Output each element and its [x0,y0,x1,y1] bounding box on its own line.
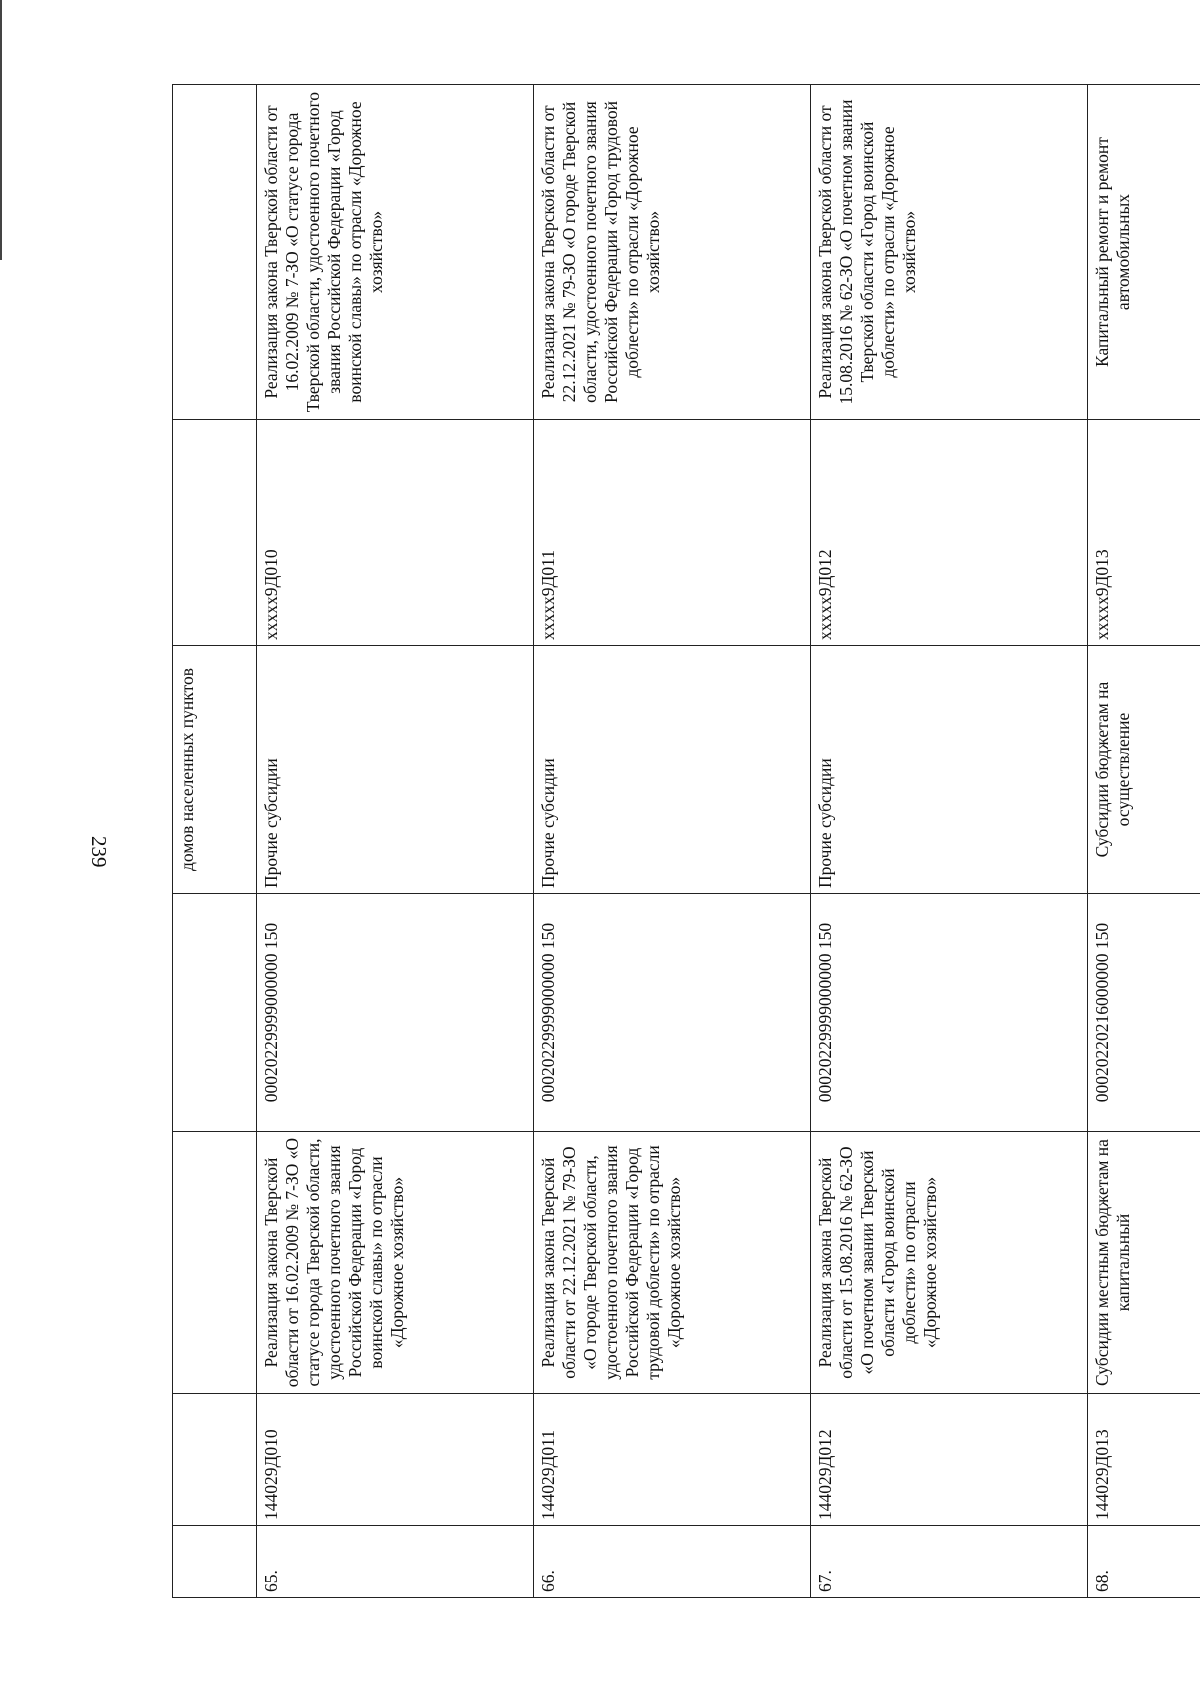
cell-num: 68. [1088,1526,1200,1598]
table-row [257,85,534,1598]
cell-target-code: xxxxx9Д013 [1088,420,1200,646]
cell-code: 144029Д011 [534,1394,811,1526]
cell-name: Субсидии местным бюджетам на капитальный [1088,1132,1200,1394]
table-row [1088,85,1200,1598]
rotated-table-container [172,85,1133,1598]
cell-income-name: Субсидии бюджетам на осуществление [1088,646,1200,894]
cell-target-code: xxxxx9Д010 [257,420,534,646]
subsidies-table [172,84,1200,1598]
cell-income-code: 00020220216000000 150 [1088,894,1200,1132]
cell-target-name: Реализация закона Тверской области от 15.08.2016 № 62-ЗО «О почетном звании Тверской области «Город воинской доблести» по отрасли «Дорожное хозяйство» [811,85,1088,420]
table-row-continuation [173,85,257,1598]
cell-name: Реализация закона Тверской области от 15.08.2016 № 62-ЗО «О почетном звании Тверской области «Город воинской доблести» по отрасли «Дорожное хозяйство» [811,1132,1088,1394]
cell-num: 67. [811,1526,1088,1598]
cell-target-name [173,85,257,420]
cell-target-name: Капитальный ремонт и ремонт автомобильных [1088,85,1200,420]
cell-target-name: Реализация закона Тверской области от 22.12.2021 № 79-ЗО «О городе Тверской области, удостоенного почетного звания Российской Федерации «Город трудовой доблести» по отрасли «Дорожное хозяйство» [534,85,811,420]
cell-income-code: 00020229999000000 150 [534,894,811,1132]
cell-code: 144029Д013 [1088,1394,1200,1526]
cell-income-code: 00020229999000000 150 [257,894,534,1132]
cell-target-name: Реализация закона Тверской области от 16.02.2009 № 7-ЗО «О статусе города Тверской области, удостоенного почетного звания Российской Федерации «Город воинской славы» по отрасли «Дорожное хозяйство» [257,85,534,420]
table-row [811,85,1088,1598]
table-row [534,85,811,1598]
cell-name: Реализация закона Тверской области от 22.12.2021 № 79-ЗО «О городе Тверской области, удостоенного почетного звания Российской Федерации «Город трудовой доблести» по отрасли «Дорожное хозяйство» [534,1132,811,1394]
scan-edge-mark [0,0,2,260]
cell-name: Реализация закона Тверской области от 16.02.2009 № 7-ЗО «О статусе города Тверской области, удостоенного почетного звания Российской Федерации «Город воинской славы» по отрасли «Дорожное хозяйство» [257,1132,534,1394]
cell-num: 66. [534,1526,811,1598]
cell-num: 65. [257,1526,534,1598]
cell-code: 144029Д010 [257,1394,534,1526]
cell-income-code [173,894,257,1132]
page-number: 239 [87,836,111,868]
cell-income-code: 00020229999000000 150 [811,894,1088,1132]
cell-name [173,1132,257,1394]
cell-target-code: xxxxx9Д012 [811,420,1088,646]
cell-num [173,1526,257,1598]
cell-income-name: Прочие субсидии [811,646,1088,894]
cell-target-code [173,420,257,646]
cell-income-name: Прочие субсидии [257,646,534,894]
cell-code: 144029Д012 [811,1394,1088,1526]
cell-target-code: xxxxx9Д011 [534,420,811,646]
cell-income-name: домов населенных пунктов [173,646,257,894]
cell-income-name: Прочие субсидии [534,646,811,894]
cell-code [173,1394,257,1526]
